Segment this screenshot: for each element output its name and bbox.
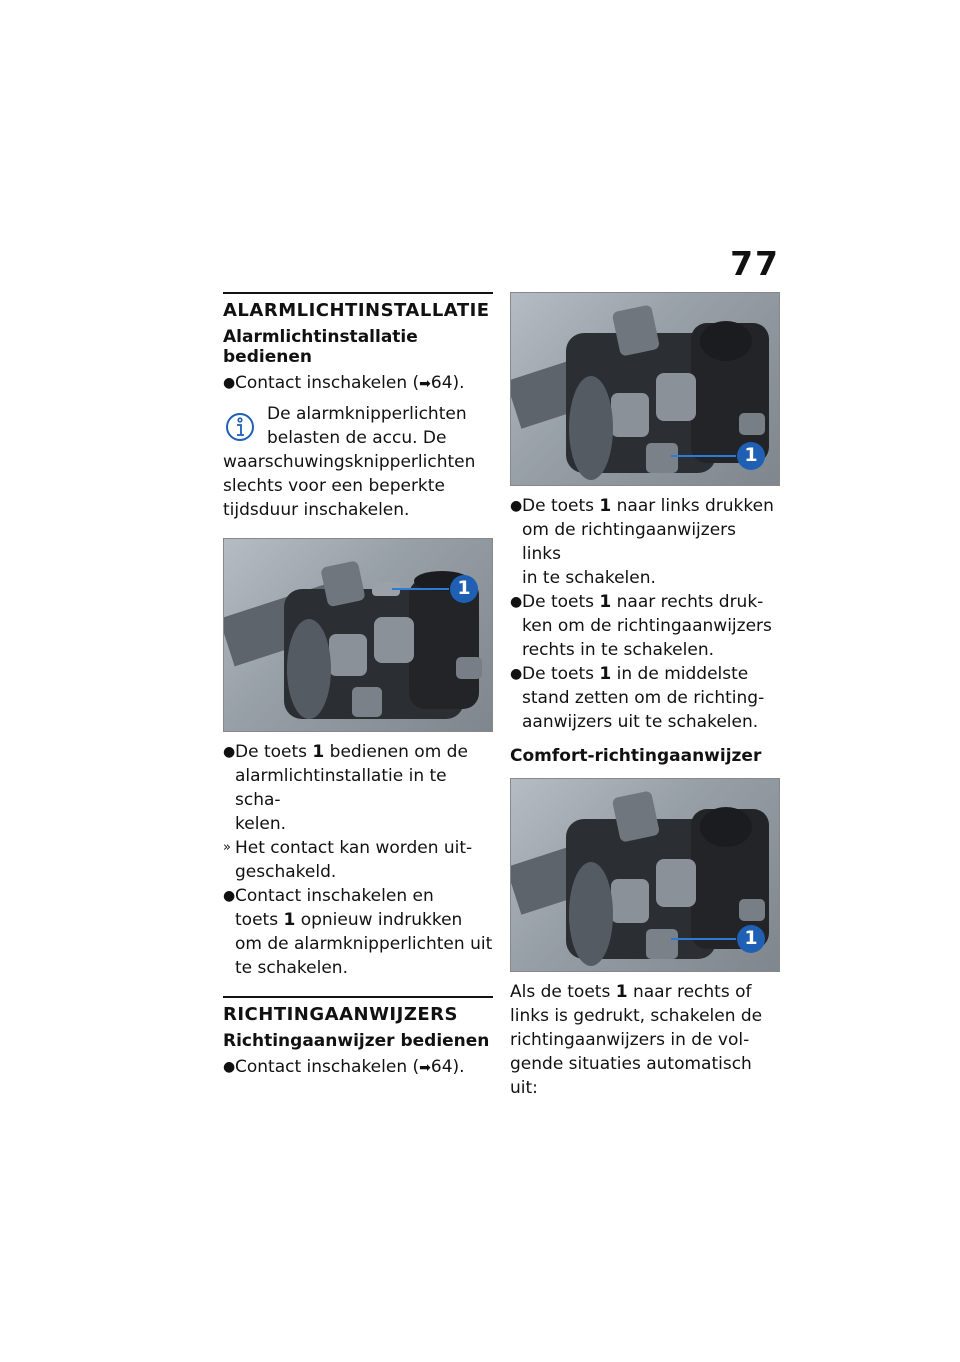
list-item: ● De toets 1 in de middelste stand zetten om de richting- aanwijzers uit te schakelen.: [510, 664, 765, 732]
subsection-title-turn-signals: Richtingaanwijzer bedienen: [223, 1031, 490, 1051]
paragraph-comfort: Als de toets 1 naar rechts of links is gedrukt, schakelen de richtingaanwijzers in de vol- gende situaties automatisch uit:: [510, 982, 763, 1098]
bullet-icon: ●: [223, 888, 236, 904]
figure-handlebar-switch-3: [510, 778, 780, 972]
bullet-icon: ●: [510, 666, 523, 682]
figure-handlebar-switch-1: [223, 538, 493, 732]
figure-handlebar-switch-2: [510, 292, 780, 486]
section-title-alarm: ALARMLICHTINSTALLATIE: [223, 292, 493, 321]
bullet-icon: ●: [223, 744, 236, 760]
section-title-turn-signals: RICHTINGAANWIJZERS: [223, 996, 493, 1025]
right-column: [510, 292, 780, 1100]
info-note: De alarmknipperlichten belasten de accu. De waarschuwingsknipperlichten slechts voor een beperkte tijdsduur inschakelen.: [223, 404, 476, 520]
list-item: ● Contact inschakelen en toets 1 opnieuw indrukken om de alarmknipperlichten uit te schakelen.: [223, 886, 493, 978]
page-ref-arrow-icon: ➡: [419, 376, 431, 392]
bullet-icon: ●: [510, 498, 523, 514]
list-item: ● De toets 1 naar rechts druk- ken om de richtingaanwijzers rechts in te schakelen.: [510, 592, 772, 660]
info-icon: [225, 412, 255, 442]
list-item: ● Contact inschakelen (➡64).: [223, 373, 465, 393]
list-item: ● Contact inschakelen (➡64).: [223, 1057, 465, 1077]
subsection-title-comfort: Comfort-richtingaanwijzer: [510, 746, 762, 766]
list-item: ● De toets 1 bedienen om de alarmlichtinstallatie in te scha- kelen.: [223, 742, 468, 834]
list-item: » Het contact kan worden uit- geschakeld.: [223, 838, 473, 882]
callout-label: 1: [457, 577, 471, 599]
callout-label: 1: [744, 927, 758, 949]
left-column: [223, 292, 493, 1080]
callout-label: 1: [744, 444, 758, 466]
list-item: ● De toets 1 naar links drukken om de richtingaanwijzers links in te schakelen.: [510, 496, 774, 588]
bullet-icon: ●: [510, 594, 523, 610]
page-ref-arrow-icon: ➡: [419, 1060, 431, 1076]
result-arrow-icon: »: [223, 840, 231, 855]
page-number: 77: [730, 244, 780, 283]
bullet-icon: ●: [223, 375, 236, 391]
subsection-title-alarm: Alarmlichtinstallatie bedienen: [223, 327, 418, 367]
bullet-icon: ●: [223, 1059, 236, 1075]
